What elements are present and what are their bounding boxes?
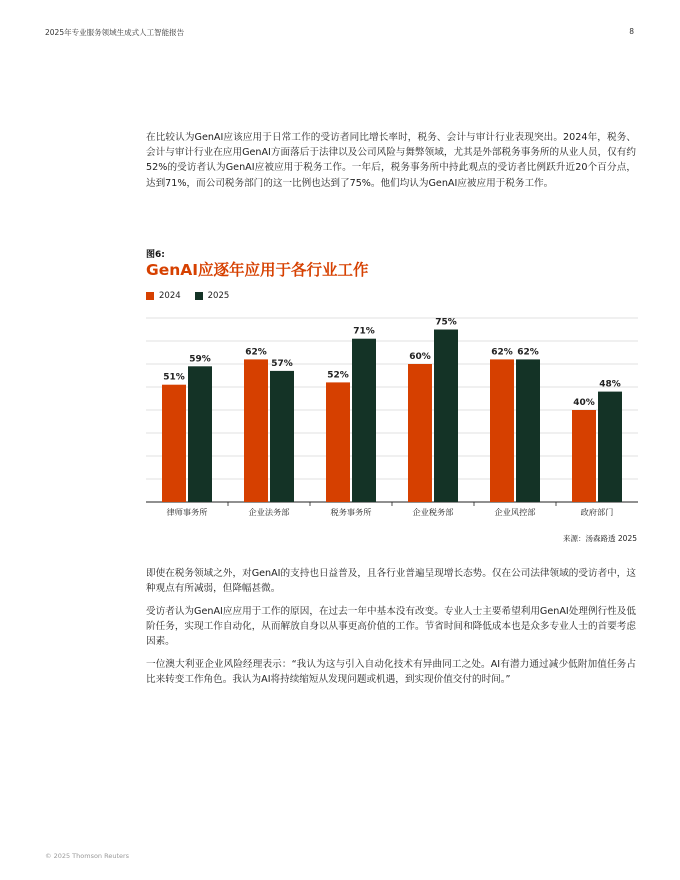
bar-2025-2 (270, 371, 294, 502)
legend-swatch-2025 (195, 292, 203, 300)
data-label-2024-1: 51% (163, 372, 185, 383)
page-number: 8 (629, 27, 634, 36)
legend-swatch-2024 (146, 292, 154, 300)
legend-item-2025 (195, 291, 230, 301)
bar-2024-2 (244, 359, 268, 502)
data-label-2024-3: 52% (327, 370, 349, 381)
bar-2024-3 (326, 382, 350, 502)
data-label-2024-2: 62% (245, 347, 267, 358)
category-label-3: 税务事务所 (330, 507, 372, 517)
bar-2024-1 (162, 385, 186, 502)
data-label-2024-5: 62% (491, 347, 513, 358)
data-label-2024-4: 60% (409, 352, 431, 362)
bar-chart (146, 305, 638, 520)
category-label-1: 律师事务所 (166, 507, 208, 517)
bar-2025-3 (352, 339, 376, 502)
body-paragraph-quote: 一位澳大利亚企业风险经理表示：“我认为这与引入自动化技术有异曲同工之处。AI有潜力通过减少低附加值任务占比来转变工作角色。我认为AI将持续缩短从发现问题或机遇，到实现价值交付的时间。” (146, 659, 636, 686)
figure-label: 图6: (146, 250, 165, 260)
figure-title: GenAI应逐年应用于各行业工作 (146, 261, 369, 279)
bar-2025-6 (598, 392, 622, 502)
bar-2024-4 (408, 364, 432, 502)
data-label-2025-1: 59% (189, 354, 211, 365)
chart-legend (146, 291, 243, 301)
category-label-6: 政府部门 (580, 507, 614, 517)
data-label-2025-5: 62% (517, 347, 539, 358)
bar-2025-1 (188, 366, 212, 502)
category-label-4: 企业税务部 (412, 507, 454, 517)
data-label-2024-6: 40% (573, 398, 595, 408)
category-label-5: 企业风控部 (494, 507, 536, 517)
category-label-2: 企业法务部 (248, 507, 290, 517)
body-paragraph-reasons: 受访者认为GenAI应应用于工作的原因，在过去一年中基本没有改变。专业人士主要希望利用GenAI处理例行性及低阶任务，实现工作自动化，从而解放自身以从事更高价值的工作。节省时间和降低成本也是众多专业人士的首要考虑因素。 (146, 606, 636, 648)
report-title-header: 2025年专业服务领域生成式人工智能报告 (45, 28, 185, 37)
intro-paragraph: 在比较认为GenAI应该应用于日常工作的受访者同比增长率时，税务、会计与审计行业表现突出。2024年，税务、会计与审计行业在应用GenAI方面落后于法律以及公司风险与舞弊领域，尤其是外部税务事务所的从业人员，仅有约52%的受访者认为GenAI应被应用于税务工作。一年后，税务事务所中持此观点的受访者比例跃升近20个百分点，达到71%，而公司税务部门的这一比例也达到了75%。他们均认为GenAI应被应用于税务工作。 (146, 132, 636, 189)
copyright-footer: © 2025 Thomson Reuters (45, 852, 130, 860)
legend-label-2025: 2025 (207, 291, 230, 301)
data-label-2025-6: 48% (599, 379, 621, 390)
data-label-2025-4: 75% (435, 317, 457, 328)
data-label-2025-3: 71% (353, 326, 375, 337)
bar-2025-4 (434, 330, 458, 503)
body-paragraph-support: 即使在税务领域之外，对GenAI的支持也日益普及，且各行业普遍呈现增长态势。仅在公司法律领域的受访者中，这种观点有所减弱，但降幅甚微。 (146, 568, 636, 595)
legend-label-2024: 2024 (159, 291, 181, 301)
legend-item-2024 (146, 291, 181, 301)
bar-2024-6 (572, 410, 596, 502)
bar-2024-5 (490, 359, 514, 502)
bar-2025-5 (516, 359, 540, 502)
data-label-2025-2: 57% (271, 358, 293, 369)
figure-source: 来源：汤森路透 2025 (563, 534, 637, 543)
